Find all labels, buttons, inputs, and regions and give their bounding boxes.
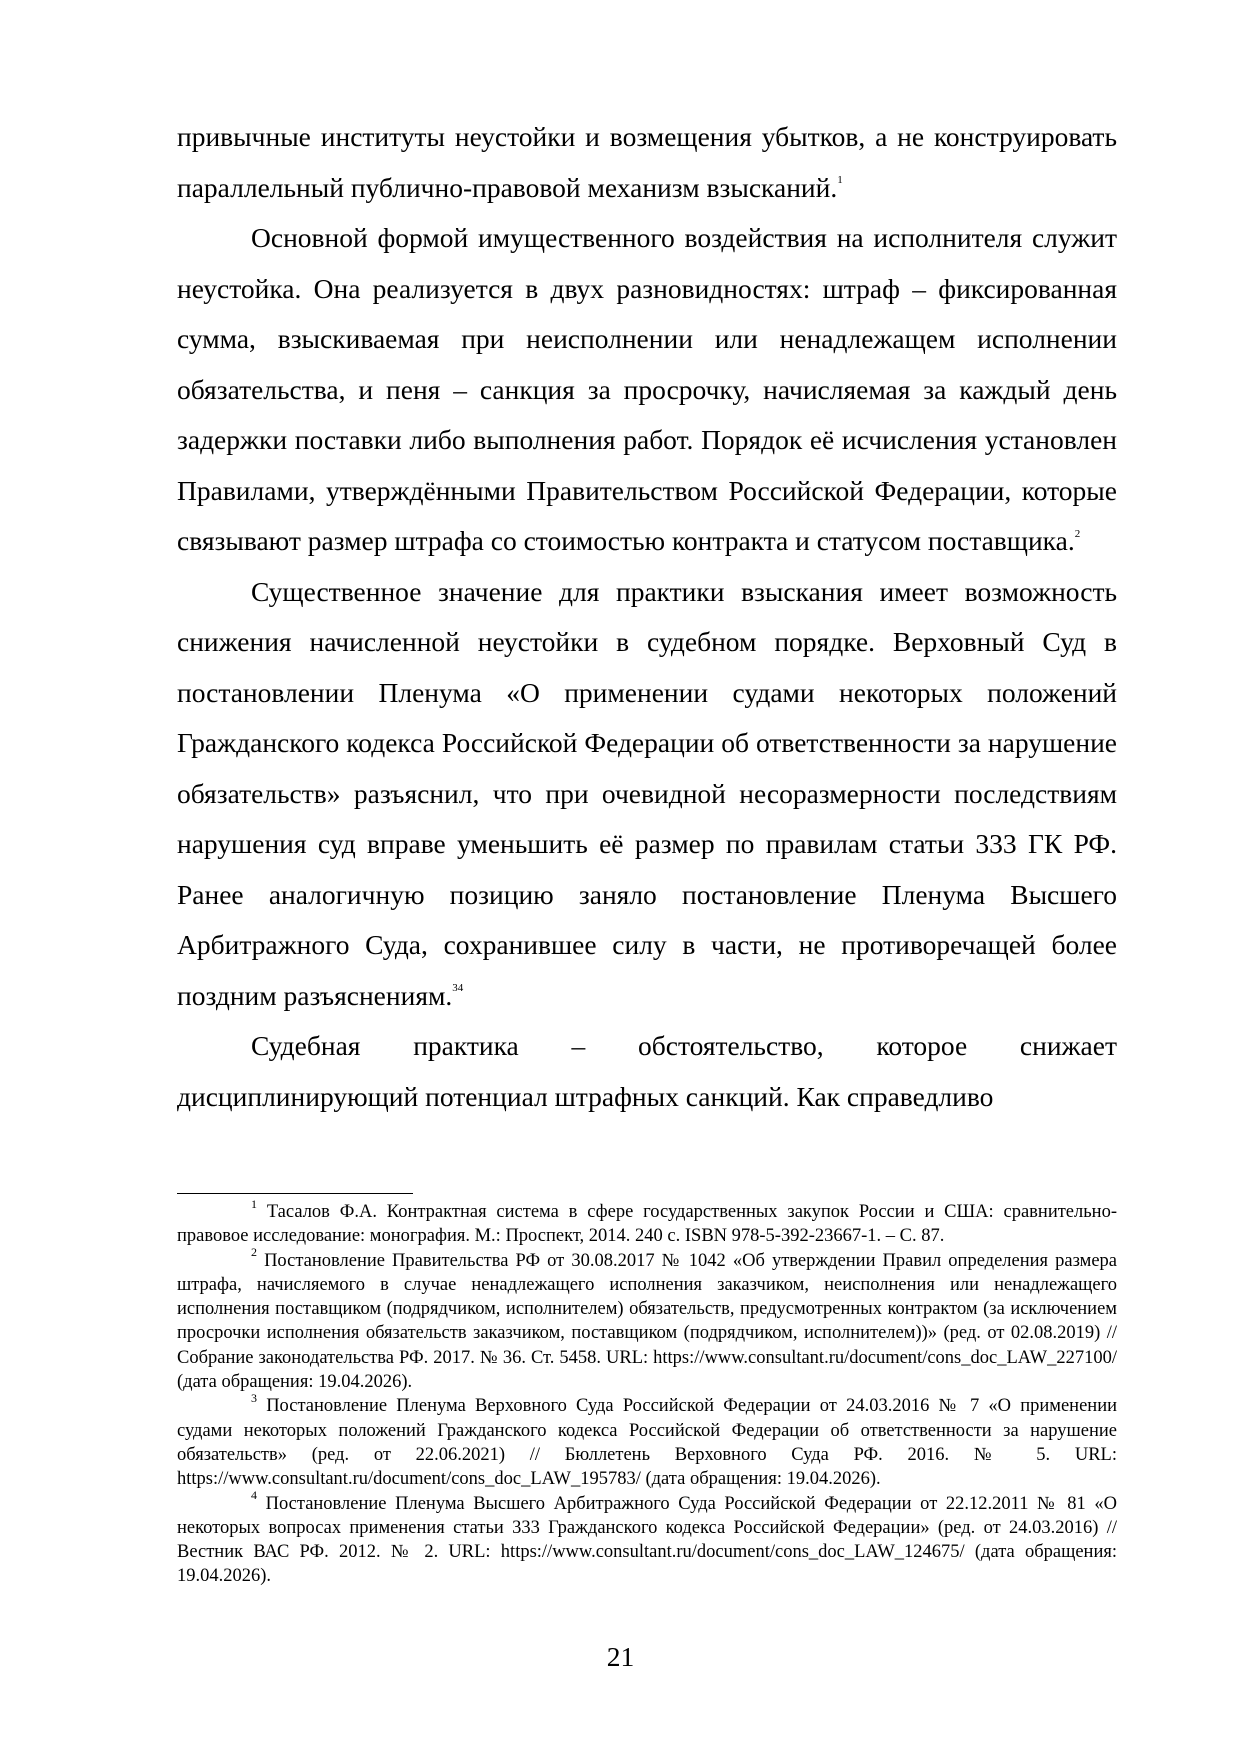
body-text bbox=[177, 112, 1117, 1122]
paragraph-text: привычные институты неустойки и возмещения убытков, а не конструировать параллельный публично-правовой механизм взысканий. bbox=[177, 121, 1117, 203]
page-number: 21 bbox=[606, 1641, 635, 1672]
footnotes bbox=[177, 1196, 1117, 1589]
footnote-text: Постановление Пленума Высшего Арбитражного Суда Российской Федерации от 22.12.2011 № 81 «О некоторых вопросах применения статьи 333 Гражданского кодекса Российской Федерации» (ред. от 24.03.2016) // Вестник ВАС РФ. 2012. № 2. URL: https://www.consultant.ru/document/cons_doc_LAW_124675/ (дата обращения: 19.04.2026). bbox=[177, 1493, 1117, 1587]
paragraph-judicial-reduction bbox=[177, 567, 1117, 1022]
footnote-text: Постановление Пленума Верховного Суда Российской Федерации от 24.03.2016 № 7 «О применении судами некоторых положений Гражданского кодекса Российской Федерации об ответственности за нарушение обязательств» (ред. от 22.06.2021) // Бюллетень Верховного Суда РФ. 2016. № 5. URL: https://www.consultant.ru/document/cons_doc_LAW_195783/ (дата обращения: 19.04.2026). bbox=[177, 1396, 1117, 1490]
footnote-3 bbox=[177, 1391, 1117, 1491]
footnote-number: 2 bbox=[251, 1245, 257, 1260]
footnote-reference[interactable]: 1 bbox=[837, 174, 843, 187]
paragraph-text: Существенное значение для практики взыскания имеет возможность снижения начисленной неустойки в судебном порядке. Верховный Суд в постановлении Пленума «О применении судами некоторых положений Гражданского кодекса Российской Федерации об ответственности за нарушение обязательств» разъяснил, что при очевидной несоразмерности последствиям нарушения суд вправе уменьшить её размер по правилам статьи 333 ГК РФ. Ранее аналогичную позицию заняло постановление Пленума Высшего Арбитражного Суда, сохранившее силу в части, не противоречащей более поздним разъяснениям. bbox=[177, 575, 1117, 1011]
footnote-separator bbox=[177, 1193, 413, 1194]
footnote-number: 3 bbox=[251, 1391, 257, 1406]
paragraph-text: Основной формой имущественного воздействия на исполнителя служит неустойка. Она реализуется в двух разновидностях: штраф – фиксированная сумма, взыскиваемая при неисполнении или ненадлежащем исполнении обязательства, и пеня – санкция за просрочку, начисляемая за каждый день задержки поставки либо выполнения работ. Порядок её исчисления установлен Правилами, утверждёнными Правительством Российской Федерации, которые связывают размер штрафа со стоимостью контракта и статусом поставщика. bbox=[177, 222, 1117, 556]
paragraph-continued bbox=[177, 112, 1117, 213]
footnote-number: 1 bbox=[251, 1196, 257, 1211]
footnote-reference[interactable]: 2 bbox=[1074, 527, 1081, 540]
footnote-4 bbox=[177, 1488, 1117, 1589]
footnote-1 bbox=[177, 1196, 1117, 1249]
footnote-2 bbox=[177, 1245, 1117, 1395]
footnote-text: Тасалов Ф.А. Контрактная система в сфере государственных закупок России и США: сравнительно-правовое исследование: монография. М.: Проспект, 2014. 240 с. ISBN 978-5-392-23667-1. – С. 87. bbox=[177, 1202, 1117, 1247]
footnote-number: 4 bbox=[251, 1488, 257, 1503]
paragraph-penalty-forms bbox=[177, 213, 1117, 567]
footnote-reference[interactable]: 34 bbox=[452, 982, 464, 995]
paragraph-judicial-practice bbox=[177, 1021, 1117, 1122]
footnote-text: Постановление Правительства РФ от 30.08.2017 № 1042 «Об утверждении Правил определения размера штрафа, начисляемого в случае ненадлежащего исполнения заказчиком, неисполнения или ненадлежащего исполнения поставщиком (подрядчиком, исполнителем) обязательств, предусмотренных контрактом (за исключением просрочки исполнения обязательств заказчиком, поставщиком (подрядчиком, исполнителем))» (ред. от 02.08.2019) // Собрание законодательства РФ. 2017. № 36. Ст. 5458. URL: https://www.consultant.ru/document/cons_doc_LAW_227100/ (дата обращения: 19.04.2026). bbox=[177, 1250, 1117, 1393]
paragraph-text: Судебная практика – обстоятельство, которое снижает дисциплинирующий потенциал штрафных санкций. Как справедливо bbox=[177, 1030, 1117, 1112]
